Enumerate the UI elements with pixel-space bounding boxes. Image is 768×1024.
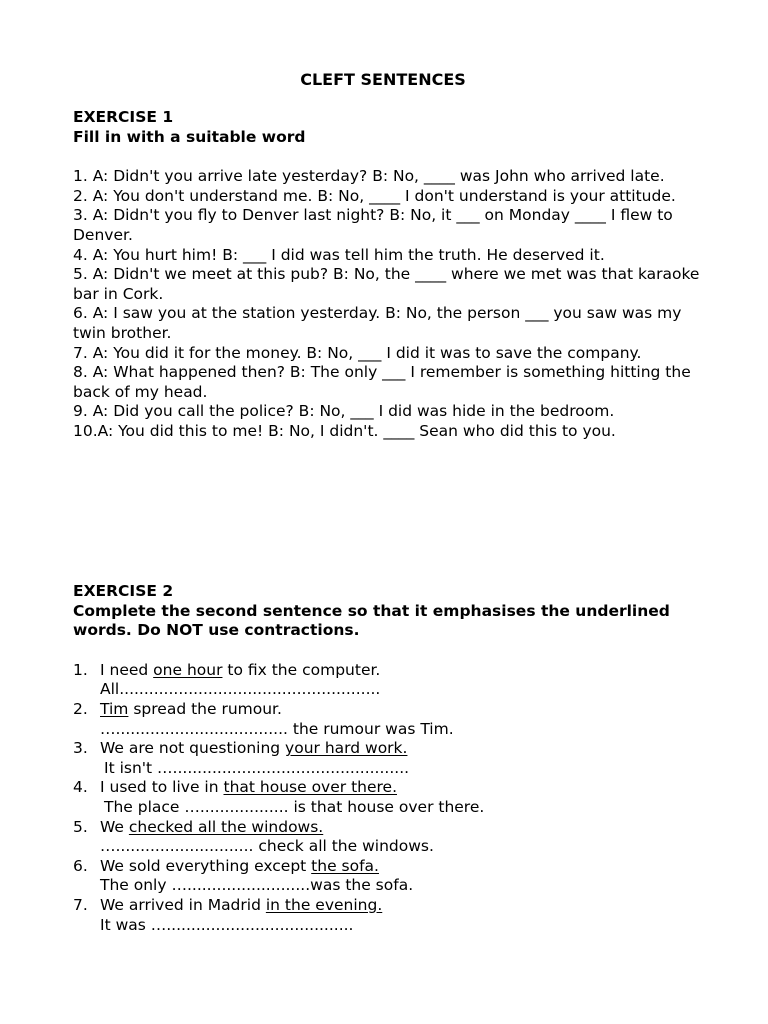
exercise-2-item xyxy=(73,739,703,778)
item-sentence: We sold everything except the sofa. xyxy=(100,856,379,875)
exercise-2 xyxy=(73,582,703,935)
exercise-1-item: 5. A: Didn't we meet at this pub? B: No, the ____ where we met was that karaoke bar in Cork. xyxy=(73,265,700,303)
exercise-1-instruction: Fill in with a suitable word xyxy=(73,127,306,146)
underlined-words: one hour xyxy=(153,660,223,679)
underlined-words: the sofa. xyxy=(311,856,379,875)
exercise-1-item: 2. A: You don't understand me. B: No, ____ I don't understand is your attitude. xyxy=(73,186,676,205)
underlined-words: that house over there. xyxy=(223,778,397,797)
exercise-1-item: 9. A: Did you call the police? B: No, ___ I did was hide in the bedroom. xyxy=(73,402,615,421)
answer-line: All..................................................... xyxy=(100,680,381,699)
item-number: 5. xyxy=(73,817,88,836)
underlined-words: in the evening. xyxy=(265,895,383,914)
exercise-1-item: 10.A: You did this to me! B: No, I didn't. ____ Sean who did this to you. xyxy=(73,421,616,440)
answer-line: The place ….................. is that house over there. xyxy=(104,797,485,816)
exercise-2-item xyxy=(73,778,703,817)
item-sentence: We checked all the windows. xyxy=(100,817,324,836)
answer-line: …............................ check all the windows. xyxy=(100,837,434,856)
exercise-1-heading: EXERCISE 1 xyxy=(73,108,174,126)
item-number: 1. xyxy=(73,660,88,679)
exercise-1-item: 6. A: I saw you at the station yesterday. B: No, the person ___ you saw was my twin brother. xyxy=(73,304,682,342)
exercise-1-item: 7. A: You did it for the money. B: No, ___ I did it was to save the company. xyxy=(73,343,642,362)
exercise-2-item xyxy=(73,700,703,739)
exercise-2-heading: EXERCISE 2 xyxy=(73,582,174,600)
item-number: 6. xyxy=(73,856,88,875)
item-number: 3. xyxy=(73,739,88,758)
item-number: 2. xyxy=(73,699,88,718)
item-sentence: We arrived in Madrid in the evening. xyxy=(100,895,383,914)
item-sentence: Tim spread the rumour. xyxy=(100,699,282,718)
underlined-words: your hard work. xyxy=(285,739,408,758)
exercise-1-item: 3. A: Didn't you fly to Denver last night? B: No, it ___ on Monday ____ I flew to Denver. xyxy=(73,206,673,244)
underlined-words: Tim xyxy=(100,699,129,718)
item-number: 4. xyxy=(73,778,88,797)
underlined-words: checked all the windows. xyxy=(128,817,324,836)
exercise-1-item: 1. A: Didn't you arrive late yesterday? B: No, ____ was John who arrived late. xyxy=(73,167,665,186)
exercise-1-item: 4. A: You hurt him! B: ___ I did was tell him the truth. He deserved it. xyxy=(73,245,605,264)
answer-line: It was …...................................... xyxy=(100,915,354,934)
exercise-2-item xyxy=(73,896,703,935)
item-sentence: We are not questioning your hard work. xyxy=(100,739,408,758)
exercise-2-instruction: Complete the second sentence so that it emphasises the underlined words. Do NOT use contractions. xyxy=(73,601,670,640)
exercise-2-item xyxy=(73,661,703,700)
exercise-2-item xyxy=(73,857,703,896)
answer-line: It isn't …................................................ xyxy=(104,758,410,777)
item-number: 7. xyxy=(73,895,88,914)
answer-line: …................................... the rumour was Tim. xyxy=(100,719,454,738)
exercise-2-item xyxy=(73,818,703,857)
page-title: CLEFT SENTENCES xyxy=(300,70,466,89)
item-sentence: I need one hour to fix the computer. xyxy=(100,660,381,679)
exercise-1-item: 8. A: What happened then? B: The only ___ I remember is something hitting the back of my head. xyxy=(73,363,691,401)
item-sentence: I used to live in that house over there. xyxy=(100,778,397,797)
answer-line: The only ….........................was the sofa. xyxy=(100,876,414,895)
exercise-1 xyxy=(73,108,703,442)
